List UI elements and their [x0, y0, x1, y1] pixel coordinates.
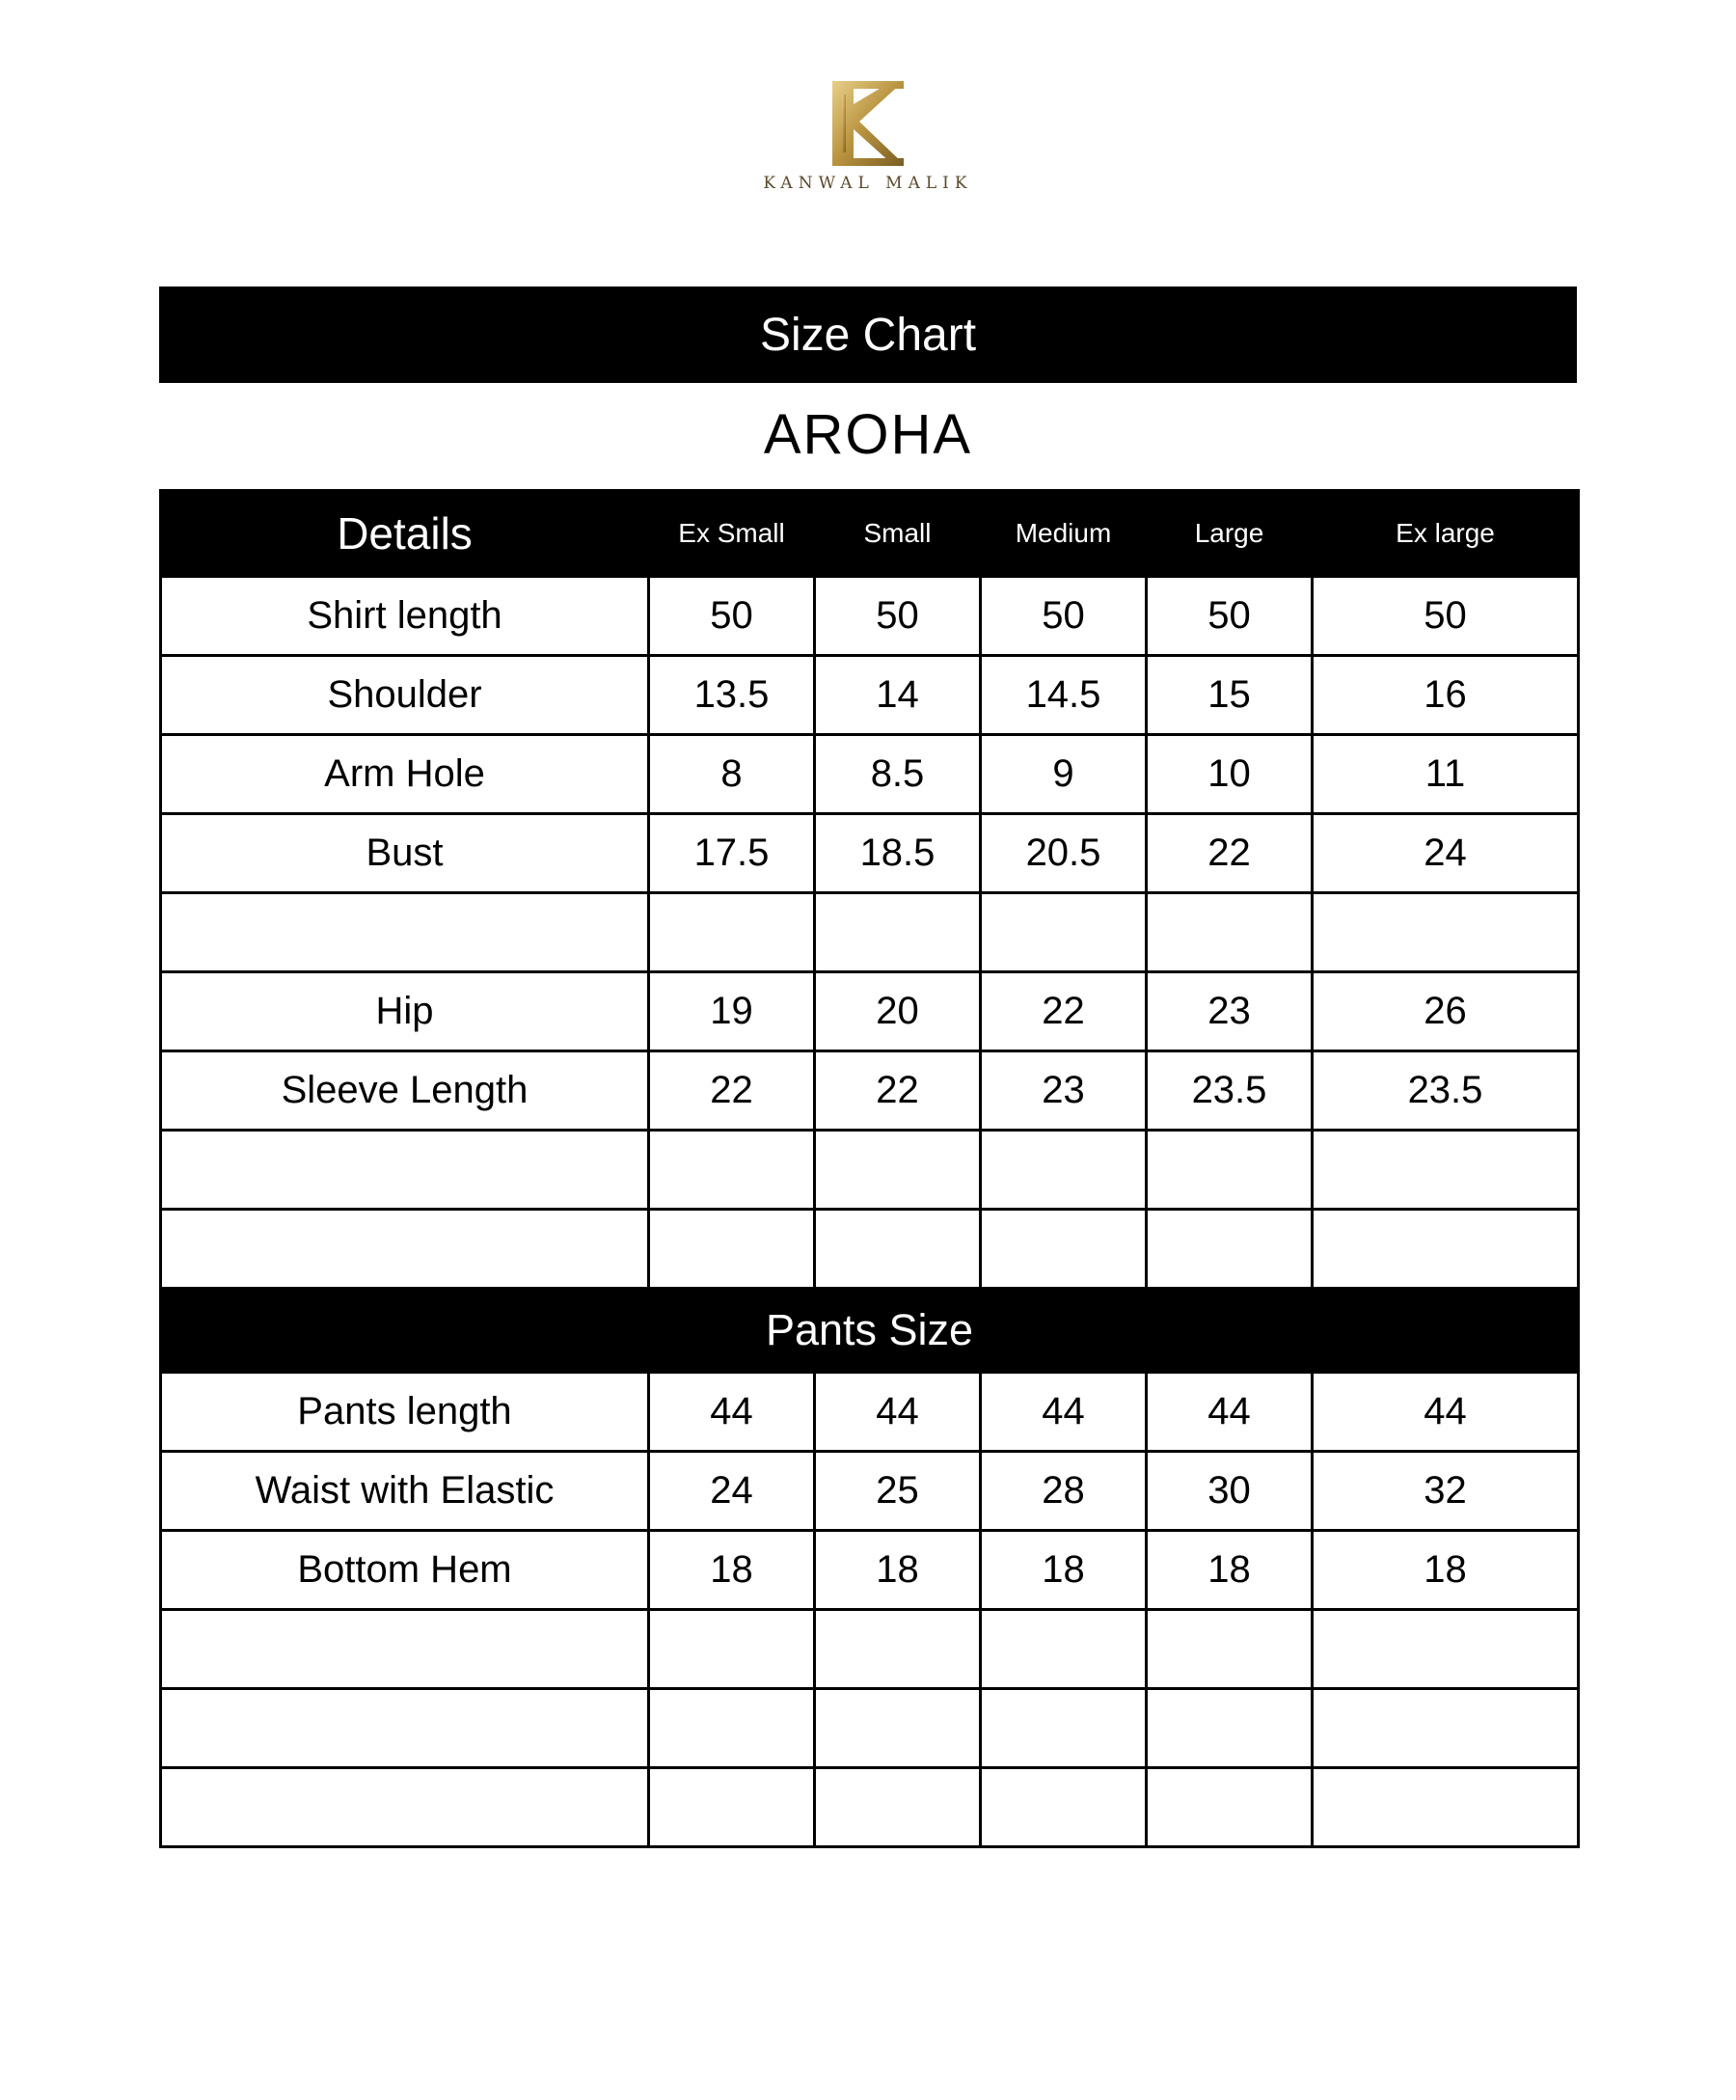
table-row	[161, 1051, 1579, 1131]
table-cell	[1313, 1610, 1579, 1689]
table-cell	[649, 893, 815, 972]
column-header: Ex Small	[649, 491, 815, 577]
size-table	[159, 489, 1580, 1848]
table-cell: 18	[1147, 1531, 1313, 1610]
row-label: Waist with Elastic	[161, 1452, 649, 1531]
table-cell	[981, 1210, 1147, 1289]
table-row	[161, 972, 1579, 1051]
table-cell: 24	[649, 1452, 815, 1531]
table-cell: 44	[1313, 1373, 1579, 1452]
table-cell: 10	[1147, 735, 1313, 814]
table-cell	[649, 1131, 815, 1210]
table-cell: 15	[1147, 656, 1313, 735]
table-cell: 50	[649, 577, 815, 656]
table-cell: 50	[1147, 577, 1313, 656]
column-header: Details	[161, 491, 649, 577]
table-cell: 18	[1313, 1531, 1579, 1610]
table-cell: 44	[981, 1373, 1147, 1452]
table-cell: 8	[649, 735, 815, 814]
table-cell	[981, 1610, 1147, 1689]
table-cell: 44	[1147, 1373, 1313, 1452]
table-cell: 22	[1147, 814, 1313, 893]
table-cell	[1147, 1131, 1313, 1210]
table-cell: 50	[981, 577, 1147, 656]
table-cell	[649, 1210, 815, 1289]
shirt-measurements	[161, 577, 1579, 1289]
column-header: Large	[1147, 491, 1313, 577]
size-chart-title-bar	[159, 286, 1577, 383]
table-cell	[815, 1210, 981, 1289]
row-label: Pants length	[161, 1373, 649, 1452]
table-cell	[981, 1131, 1147, 1210]
table-cell	[1147, 1210, 1313, 1289]
table-cell: 20.5	[981, 814, 1147, 893]
table-row	[161, 1210, 1579, 1289]
section-header-row	[161, 1289, 1579, 1373]
table-cell: 18	[649, 1531, 815, 1610]
table-cell: 44	[815, 1373, 981, 1452]
table-cell	[815, 1689, 981, 1768]
column-header: Ex large	[1313, 491, 1579, 577]
product-name: AROHA	[763, 402, 973, 466]
row-label: Bust	[161, 814, 649, 893]
table-cell: 22	[649, 1051, 815, 1131]
table-cell: 11	[1313, 735, 1579, 814]
table-row	[161, 1768, 1579, 1847]
table-row	[161, 735, 1579, 814]
table-cell	[981, 1768, 1147, 1847]
row-label: Sleeve Length	[161, 1051, 649, 1131]
table-cell	[815, 1610, 981, 1689]
row-label: Hip	[161, 972, 649, 1051]
table-cell: 50	[815, 577, 981, 656]
table-cell: 22	[981, 972, 1147, 1051]
table-cell: 26	[1313, 972, 1579, 1051]
table-cell	[649, 1689, 815, 1768]
brand-logo	[762, 75, 974, 210]
row-label	[161, 1131, 649, 1210]
table-cell: 23	[981, 1051, 1147, 1131]
table-row	[161, 1452, 1579, 1531]
brand-name: KANWAL MALIK	[763, 174, 973, 193]
table-cell: 8.5	[815, 735, 981, 814]
pants-section	[161, 1289, 1579, 1373]
table-cell: 13.5	[649, 656, 815, 735]
table-cell: 14.5	[981, 656, 1147, 735]
column-header: Small	[815, 491, 981, 577]
table-cell: 23	[1147, 972, 1313, 1051]
row-label	[161, 1768, 649, 1847]
table-cell	[1147, 1768, 1313, 1847]
table-row	[161, 656, 1579, 735]
table-cell	[815, 1131, 981, 1210]
table-cell: 44	[649, 1373, 815, 1452]
table-row	[161, 1610, 1579, 1689]
table-row	[161, 1689, 1579, 1768]
table-row	[161, 577, 1579, 656]
table-cell	[1147, 1689, 1313, 1768]
table-cell	[1313, 1131, 1579, 1210]
table-cell: 18	[815, 1531, 981, 1610]
row-label: Bottom Hem	[161, 1531, 649, 1610]
table-row	[161, 1373, 1579, 1452]
table-cell: 18	[981, 1531, 1147, 1610]
row-label	[161, 893, 649, 972]
row-label	[161, 1689, 649, 1768]
row-label	[161, 1610, 649, 1689]
table-cell: 25	[815, 1452, 981, 1531]
table-cell: 22	[815, 1051, 981, 1131]
table-cell: 20	[815, 972, 981, 1051]
table-cell	[1147, 1610, 1313, 1689]
column-header: Medium	[981, 491, 1147, 577]
table-cell	[981, 1689, 1147, 1768]
table-cell	[1313, 893, 1579, 972]
table-cell	[981, 893, 1147, 972]
table-cell	[815, 1768, 981, 1847]
table-cell: 17.5	[649, 814, 815, 893]
page-title: Size Chart	[759, 309, 977, 361]
table-row	[161, 814, 1579, 893]
table-cell	[649, 1610, 815, 1689]
table-cell: 24	[1313, 814, 1579, 893]
table-cell: 16	[1313, 656, 1579, 735]
table-cell	[1313, 1210, 1579, 1289]
header-row	[161, 491, 1579, 577]
table-cell	[815, 893, 981, 972]
table-row	[161, 893, 1579, 972]
table-cell: 19	[649, 972, 815, 1051]
row-label	[161, 1210, 649, 1289]
pants-measurements	[161, 1373, 1579, 1847]
table-cell	[649, 1768, 815, 1847]
row-label: Shoulder	[161, 656, 649, 735]
table-cell: 14	[815, 656, 981, 735]
row-label: Shirt length	[161, 577, 649, 656]
km-monogram-icon	[825, 75, 911, 172]
table-cell: 50	[1313, 577, 1579, 656]
table-row	[161, 1531, 1579, 1610]
row-label: Arm Hole	[161, 735, 649, 814]
pants-section-title: Pants Size	[161, 1289, 1579, 1373]
table-cell	[1147, 893, 1313, 972]
table-cell: 30	[1147, 1452, 1313, 1531]
table-cell: 9	[981, 735, 1147, 814]
table-cell	[1313, 1689, 1579, 1768]
table-cell: 18.5	[815, 814, 981, 893]
table-cell: 23.5	[1313, 1051, 1579, 1131]
table-cell: 28	[981, 1452, 1147, 1531]
table-cell	[1313, 1768, 1579, 1847]
table-cell: 32	[1313, 1452, 1579, 1531]
table-row	[161, 1131, 1579, 1210]
table-cell: 23.5	[1147, 1051, 1313, 1131]
